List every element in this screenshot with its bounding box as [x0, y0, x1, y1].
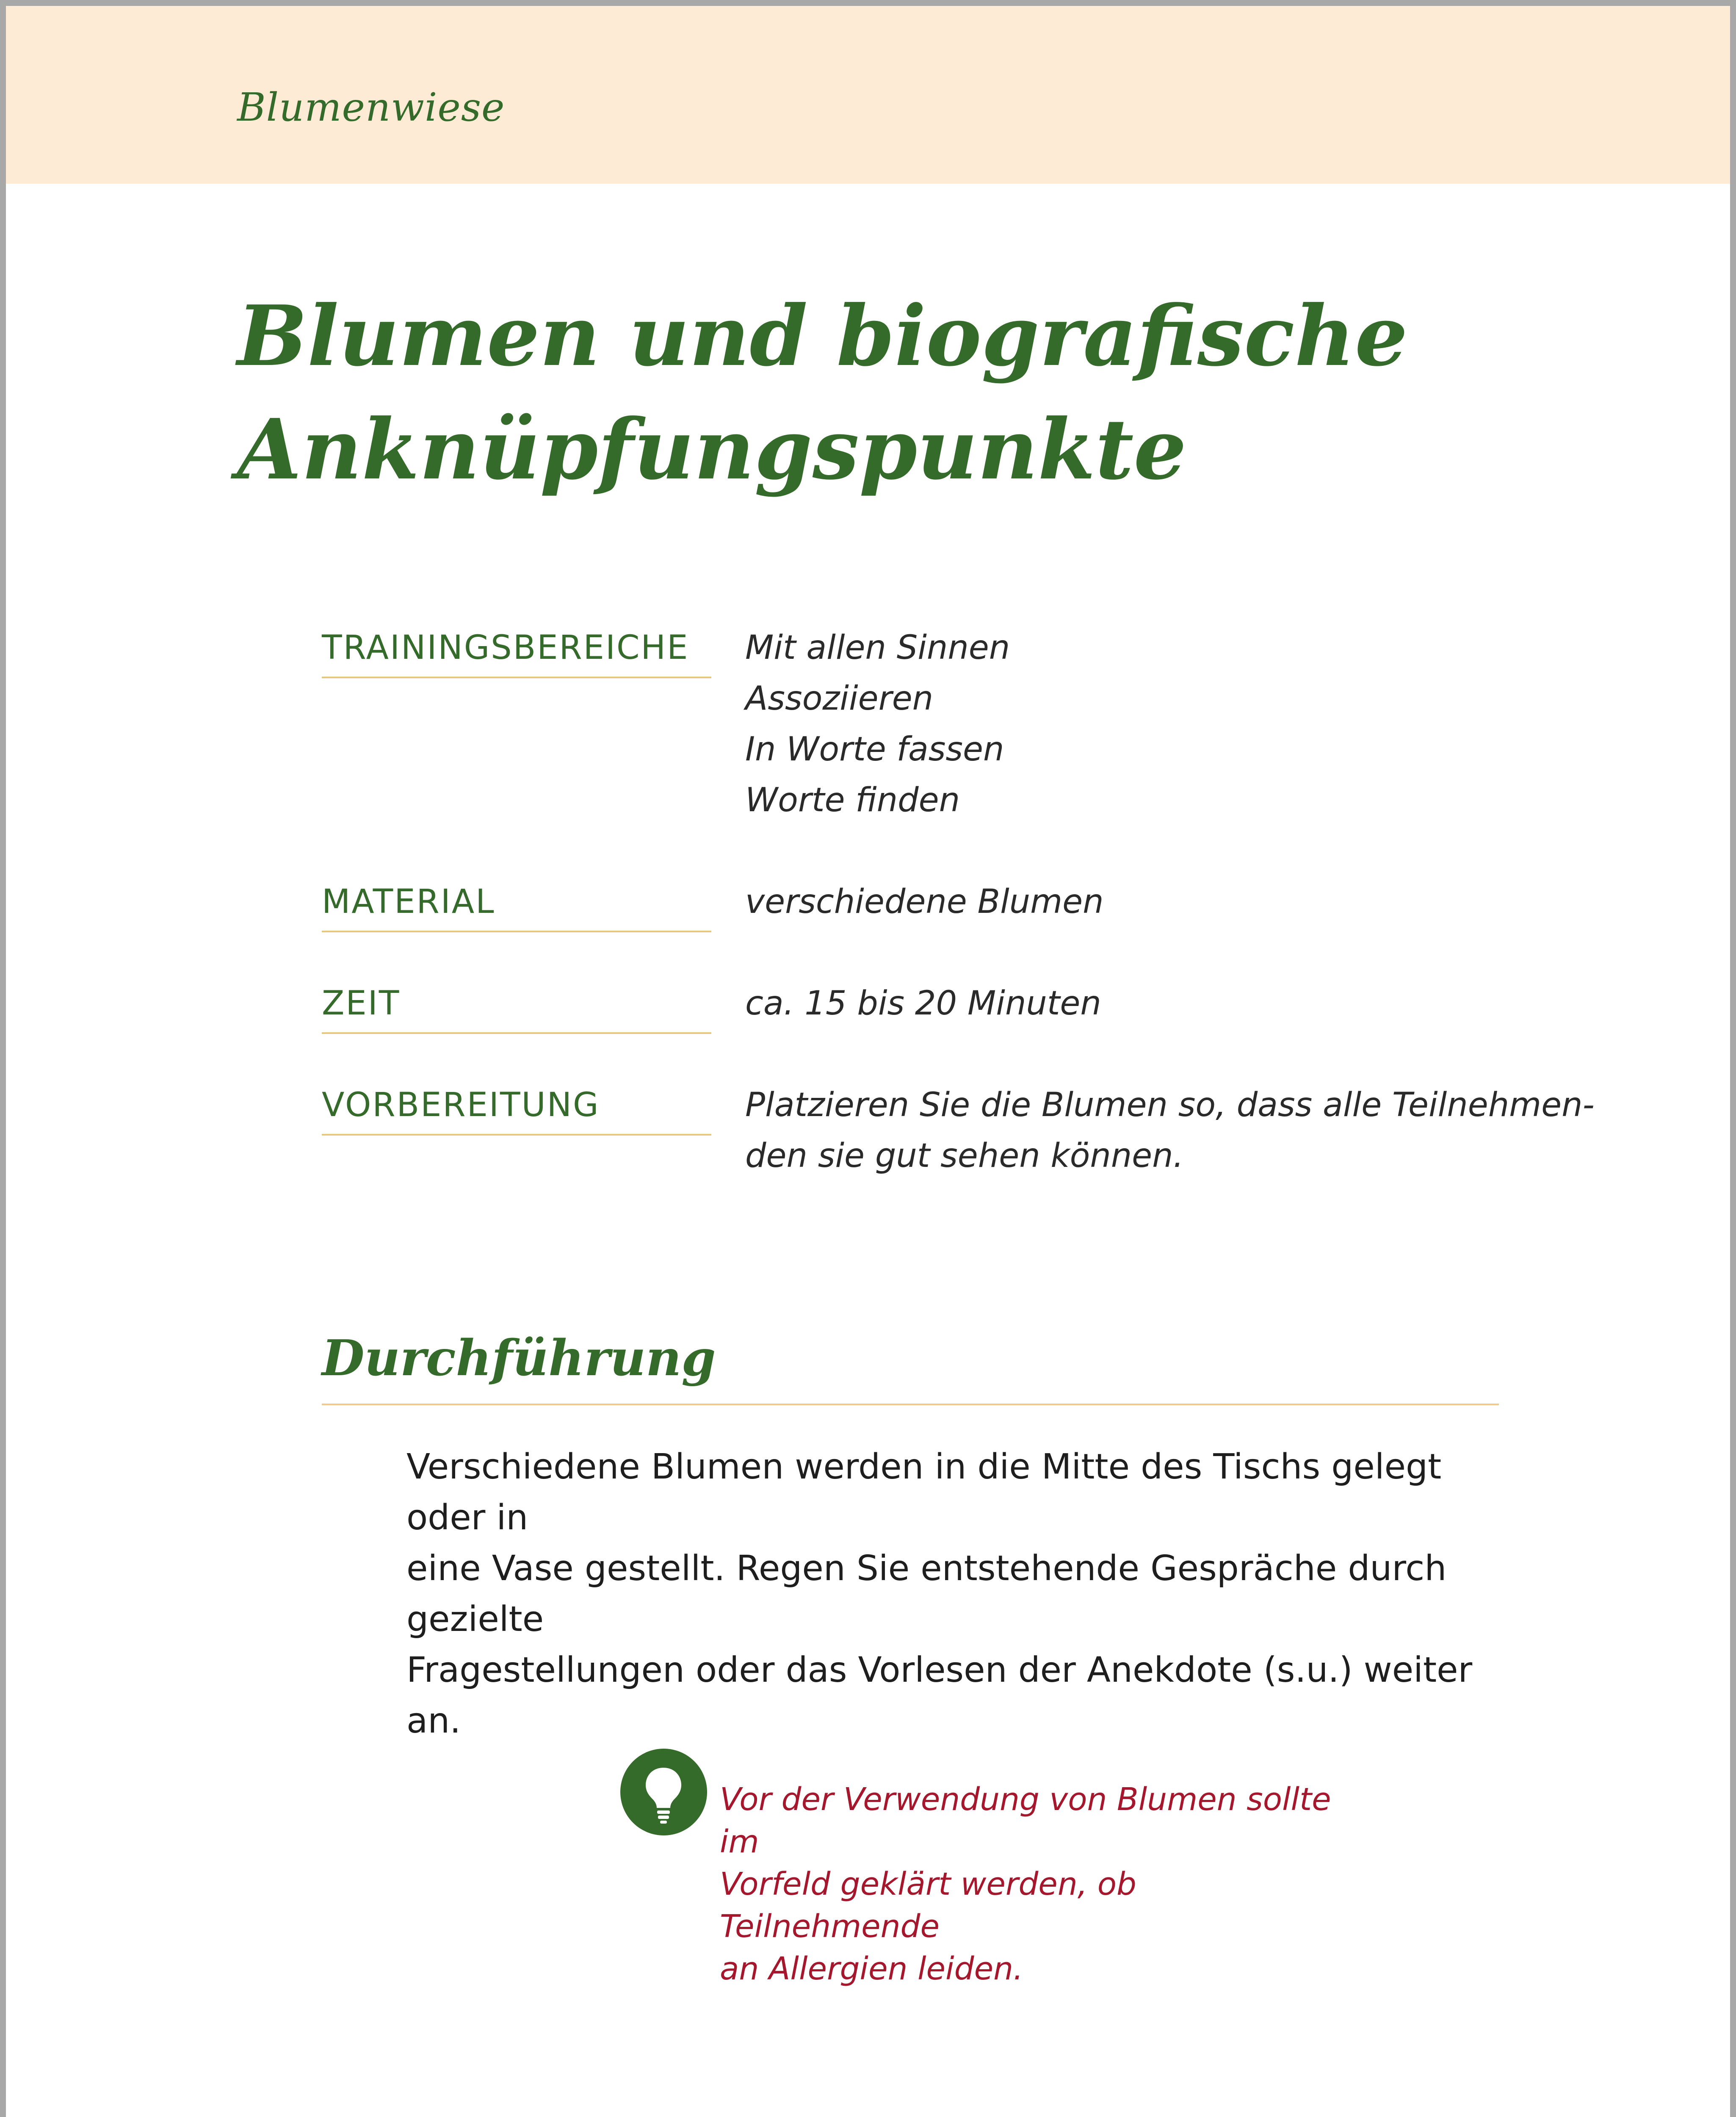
tip-note — [720, 1778, 1355, 1990]
page-title-line-2: Anknüpfungspunkte — [237, 401, 1187, 498]
info-row-training — [322, 627, 1499, 881]
section-divider — [322, 1404, 1499, 1405]
page-title — [237, 279, 1507, 506]
training-item: Mit allen Sinnen — [745, 629, 1010, 667]
body-paragraph — [406, 1442, 1507, 1747]
section-heading-durchfuehrung: Durchführung — [322, 1329, 716, 1387]
vorbereitung-line: Platzieren Sie die Blumen so, dass alle Teilnehmen- — [745, 1086, 1595, 1124]
info-row-zeit — [322, 982, 1499, 1084]
tip-line: an Allergien leiden. — [720, 1951, 1023, 1987]
lightbulb-icon — [620, 1749, 707, 1835]
body-line: eine Vase gestellt. Regen Sie entstehende Gespräche durch gezielte — [406, 1548, 1447, 1639]
zeit-value: ca. 15 bis 20 Minuten — [745, 984, 1101, 1023]
info-label-training: TRAININGSBEREICHE — [322, 627, 711, 678]
body-line: Fragestellungen oder das Vorlesen der Anekdote (s.u.) weiter an. — [406, 1650, 1473, 1741]
training-item: In Worte fassen — [745, 730, 1004, 768]
info-row-vorbereitung — [322, 1084, 1595, 1211]
body-line: Verschiedene Blumen werden in die Mitte des Tischs gelegt oder in — [406, 1447, 1442, 1538]
tip-line: Vor der Verwendung von Blumen sollte im — [720, 1781, 1331, 1860]
info-label-material: MATERIAL — [322, 881, 711, 932]
training-item: Worte finden — [745, 781, 960, 819]
material-value: verschiedene Blumen — [745, 883, 1104, 921]
info-value-zeit — [745, 978, 1499, 1029]
info-value-vorbereitung — [745, 1080, 1595, 1181]
info-value-material — [745, 876, 1499, 927]
info-value-training — [745, 622, 1499, 826]
tip-line: Vorfeld geklärt werden, ob Teilnehmende — [720, 1866, 1137, 1945]
info-table — [322, 627, 1595, 1211]
running-head: Blumenwiese — [237, 85, 505, 130]
info-label-vorbereitung: VORBEREITUNG — [322, 1084, 711, 1136]
info-row-material — [322, 881, 1499, 982]
training-item: Assoziieren — [745, 680, 934, 718]
vorbereitung-line: den sie gut sehen können. — [745, 1137, 1184, 1175]
lightbulb-icon-graphic — [620, 1749, 707, 1835]
page-title-line-1: Blumen und biografische — [237, 287, 1408, 385]
info-label-zeit: ZEIT — [322, 982, 711, 1034]
